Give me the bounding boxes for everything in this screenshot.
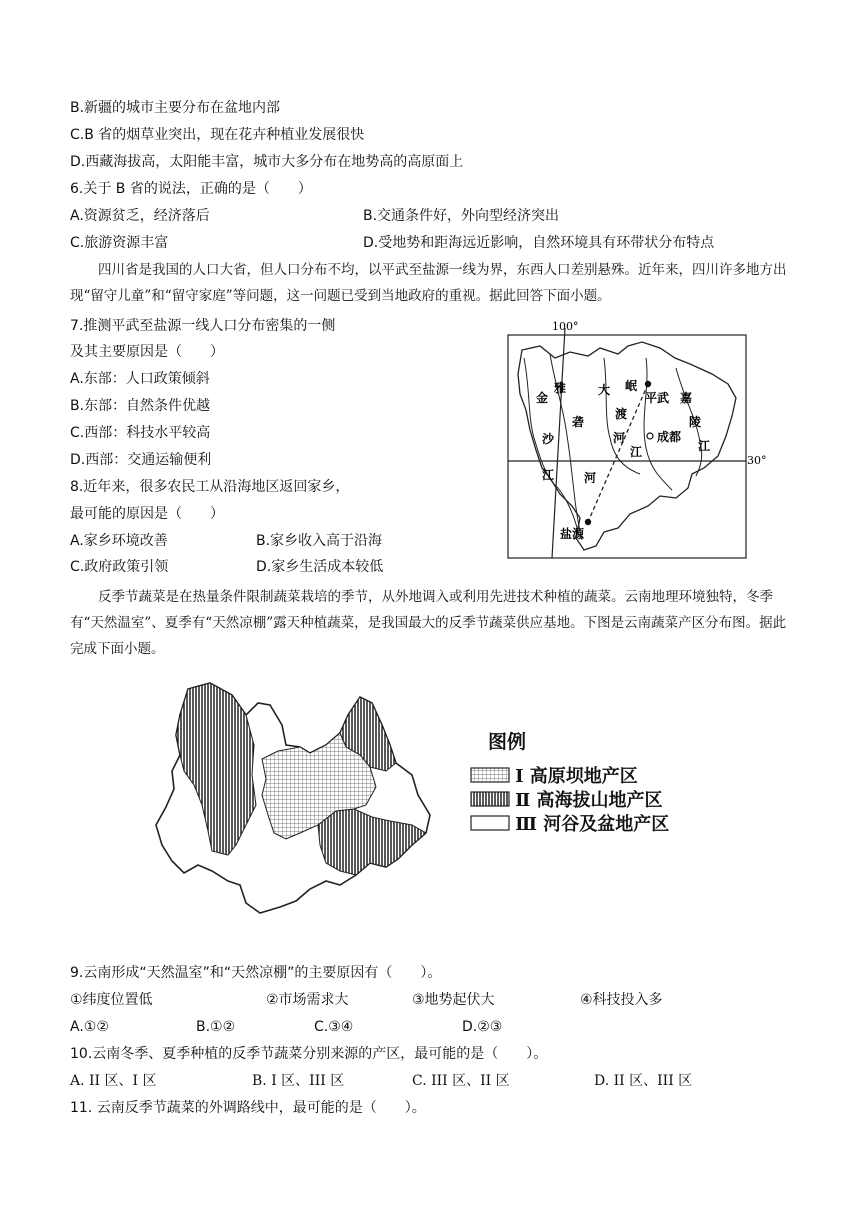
q9-statement-1: ①纬度位置低 <box>70 992 153 1008</box>
q10-stem: 10.云南冬季、夏季种植的反季节蔬菜分别来源的产区，最可能的是（ ）。 <box>70 1046 548 1062</box>
q6-option-d: D.受地势和距海远近影响，自然环境具有环带状分布特点 <box>363 235 715 251</box>
q10-option-c: C. III 区、II 区 <box>412 1073 510 1089</box>
legend-item-i <box>470 762 638 787</box>
sichuan-map <box>500 318 780 568</box>
dadu-label-2: 渡 <box>615 407 628 421</box>
passage-yunnan: 反季节蔬菜是在热量条件限制蔬菜栽培的季节，从外地调入或利用先进技术种植的蔬菜。云南地理环境独特，冬季有“天然温室”、夏季有“天然凉棚”露天种植蔬菜，是我国最大的反季节蔬菜供应基地。下图是云南蔬菜产区分布图。据此完成下面小题。 <box>70 589 787 657</box>
dadu-label-1: 大 <box>598 383 611 397</box>
q8-option-b: B.家乡收入高于沿海 <box>256 533 383 549</box>
q8-option-d: D.家乡生活成本较低 <box>256 559 384 575</box>
jinsha-label-2: 沙 <box>542 432 555 446</box>
q7-stem-line1: 7.推测平武至盐源一线人口分布密集的一侧 <box>70 318 336 334</box>
q9-statement-2: ②市场需求大 <box>266 992 349 1008</box>
option-b: B.新疆的城市主要分布在盆地内部 <box>70 100 281 116</box>
pingwu-dot <box>645 381 651 387</box>
q9-statement-4: ④科技投入多 <box>580 992 663 1008</box>
q6-option-b: B.交通条件好，外向型经济突出 <box>363 208 560 224</box>
option-d: D.西藏海拔高，太阳能丰富，城市大多分布在地势高的高原面上 <box>70 154 464 170</box>
q7-stem-line2: 及其主要原因是（ ） <box>70 344 224 360</box>
min-label-1: 岷 <box>625 379 638 393</box>
passage-sichuan: 四川省是我国的人口大省，但人口分布不均，以平武至盐源一线为界，东西人口差别悬殊。近年来，四川许多地方出现“留守儿童”和“留守家庭”等问题，这一问题已受到当地政府的重视。据此回答下面小题。 <box>70 262 787 304</box>
legend-item-iii <box>470 810 670 835</box>
yalong-label-1: 雅 <box>554 381 567 395</box>
jinsha-label-3: 江 <box>542 468 555 482</box>
q9-statement-3: ③地势起伏大 <box>412 992 495 1008</box>
q9-stem: 9.云南形成“天然温室”和“天然凉棚”的主要原因有（ ）。 <box>70 965 442 981</box>
q6-option-a: A.资源贫乏，经济落后 <box>70 208 210 224</box>
yalong-label-2: 砻 <box>572 415 585 429</box>
q6-option-c: C.旅游资源丰富 <box>70 235 169 251</box>
jialing-label-3: 江 <box>698 439 711 453</box>
legend-title: 图例 <box>488 731 527 753</box>
q10-option-b: B. I 区、III 区 <box>252 1073 345 1089</box>
q9-option-c: C.③④ <box>314 1019 354 1035</box>
yanyuan-label: 盐源 <box>560 527 585 541</box>
lat-label: 30° <box>747 454 767 467</box>
chengdu-dot <box>647 433 653 439</box>
legend-label-i: Ⅰ 高原坝地产区 <box>515 766 638 787</box>
q8-stem-line1: 8.近年来，很多农民工从沿海地区返回家乡， <box>70 479 350 495</box>
q7-option-d: D.西部：交通运输便利 <box>70 452 212 468</box>
legend-label-ii: Ⅱ 高海拔山地产区 <box>515 790 663 811</box>
q10-option-d: D. II 区、III 区 <box>594 1073 693 1089</box>
chengdu-label: 成都 <box>657 430 682 444</box>
q7-option-b: B.东部：自然条件优越 <box>70 398 211 414</box>
yalong-label-3: 河 <box>584 471 597 485</box>
legend-swatch-ii <box>470 790 510 808</box>
q10-option-a: A. II 区、I 区 <box>70 1073 157 1089</box>
legend-item-ii <box>470 786 663 811</box>
q9-option-a: A.①② <box>70 1019 109 1035</box>
lon-label: 100° <box>552 320 579 333</box>
jialing-label-1: 嘉 <box>680 391 693 405</box>
q11-stem: 11. 云南反季节蔬菜的外调路线中，最可能的是（ ）。 <box>70 1100 426 1116</box>
q8-stem-line2: 最可能的原因是（ ） <box>70 506 224 522</box>
option-c: C.B 省的烟草业突出，现在花卉种植业发展很快 <box>70 127 365 143</box>
legend-swatch-iii <box>470 814 510 832</box>
legend-swatch-i <box>470 766 510 784</box>
q6-stem: 6.关于 B 省的说法，正确的是（ ） <box>70 181 312 197</box>
q9-option-d: D.②③ <box>462 1019 503 1035</box>
jialing-label-2: 陵 <box>689 415 702 429</box>
jinsha-label-1: 金 <box>536 391 549 405</box>
min-label-2: 江 <box>630 445 643 459</box>
q8-option-a: A.家乡环境改善 <box>70 533 168 549</box>
q7-option-c: C.西部：科技水平较高 <box>70 425 211 441</box>
legend <box>470 730 720 840</box>
q8-option-c: C.政府政策引领 <box>70 559 169 575</box>
yunnan-map <box>150 675 440 920</box>
pingwu-label: 平武 <box>645 391 670 405</box>
q9-option-b: B.①② <box>196 1019 236 1035</box>
map-frame <box>508 335 746 558</box>
legend-label-iii: Ⅲ 河谷及盆地产区 <box>515 814 670 835</box>
yanyuan-dot <box>585 519 591 525</box>
q7-option-a: A.东部：人口政策倾斜 <box>70 371 210 387</box>
dadu-label-3: 河 <box>613 431 626 445</box>
